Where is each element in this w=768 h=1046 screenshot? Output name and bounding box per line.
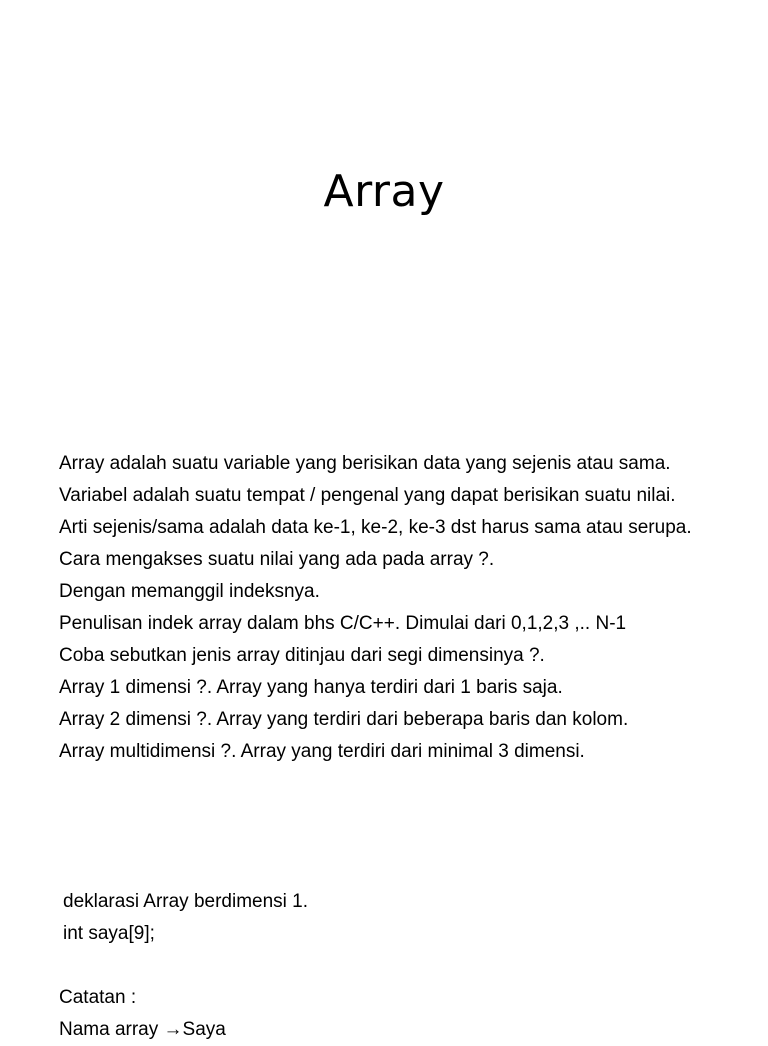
code-line-declaration: deklarasi Array berdimensi 1. xyxy=(63,891,308,912)
notes-heading: Catatan : xyxy=(59,987,137,1008)
paragraph-one-dimension: Array 1 dimensi ?. Array yang hanya terdiri dari 1 baris saja. xyxy=(59,677,563,698)
body-text xyxy=(59,452,719,772)
notes-block xyxy=(59,982,226,1046)
page-title: Array xyxy=(323,166,445,217)
paragraph-index-writing: Penulisan indek array dalam bhs C/C++. Dimulai dari 0,1,2,3 ,.. N-1 xyxy=(59,613,627,634)
code-line-int: int saya[9]; xyxy=(63,923,155,944)
notes-array-name: Nama array →Saya xyxy=(59,1019,226,1040)
paragraph-access-answer: Dengan memanggil indeksnya. xyxy=(59,581,320,602)
paragraph-same-type: Arti sejenis/sama adalah data ke-1, ke-2, ke-3 dst harus sama atau serupa. xyxy=(59,517,692,538)
paragraph-dimension-question: Coba sebutkan jenis array ditinjau dari segi dimensinya ?. xyxy=(59,645,545,666)
paragraph-variable-definition: Variabel adalah suatu tempat / pengenal yang dapat berisikan suatu nilai. xyxy=(59,485,676,506)
paragraph-multi-dimension: Array multidimensi ?. Array yang terdiri dari minimal 3 dimensi. xyxy=(59,741,585,762)
paragraph-array-definition: Array adalah suatu variable yang berisikan data yang sejenis atau sama. xyxy=(59,453,671,474)
paragraph-access-question: Cara mengakses suatu nilai yang ada pada array ?. xyxy=(59,549,495,570)
paragraph-two-dimension: Array 2 dimensi ?. Array yang terdiri dari beberapa baris dan kolom. xyxy=(59,709,629,730)
code-block xyxy=(63,886,308,950)
